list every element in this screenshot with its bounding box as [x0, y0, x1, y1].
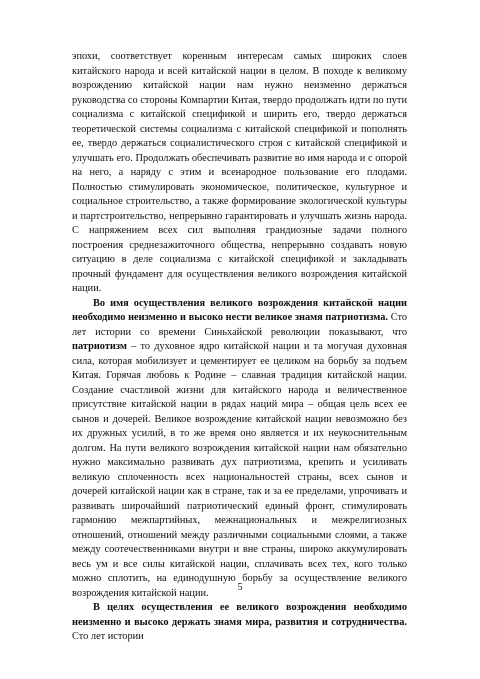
- paragraph-3-heading: В целях осуществления ее великого возрождения необходимо неизменно и высоко держать знамя мира, развития и сотрудничества.: [72, 602, 407, 628]
- paragraph-1: эпохи, соответствует коренным интересам самых широких слоев китайского народа и всей китайской нации в целом. В походе к великому возрождению китайской нации нам нужно неизменно держаться руководства со стороны Компартии Китая, твердо продолжать идти по пути социализма с китайской спецификой и ширить его, твердо держаться теоретической системы социализма с китайской спецификой и пополнять ее, твердо держаться социалистического строя с китайской спецификой и улучшать его. Продолжать обеспечивать развитие во имя народа и с опорой на него, а наряду с этим и всенародное пользование его плодами. Полностью стимулировать экономическое, политическое, культурное и социальное строительство, а также формирование экологической культуры и партстроительство, непрерывно гарантировать и улучшать жизнь народа. С напряжением всех сил выполняя грандиозные задачи полного построения среднезажиточного общества, непрерывно создавать новую ситуацию в деле социализма с китайской спецификой и закладывать прочный фундамент для осуществления великого возрождения китайской нации.: [72, 51, 407, 294]
- paragraph-3: [72, 601, 407, 645]
- paragraph-2-text-a: Сто лет истории со времени Синьхайской революции показывают, что: [72, 312, 408, 338]
- page-number: 5: [237, 582, 243, 593]
- paragraph-2-heading: Во имя осуществления великого возрождения китайской нации необходимо неизменно и высоко нести великое знамя патриотизма.: [72, 297, 407, 323]
- paragraph-3-text: Сто лет истории: [72, 631, 144, 642]
- paragraph-2: [72, 297, 407, 602]
- document-page: [72, 50, 407, 645]
- paragraph-2-emphasis: патриотизм: [72, 341, 127, 352]
- paragraph-2-text-b: – то духовное ядро китайской нации и та могучая духовная сила, которая мобилизует и цементирует ее целиком на борьбу за подъем Китая. Горячая любовь к Родине – славная традиция китайской нации. Создание счастливой жизни для китайского народа и величественное присутствие китайской нации в рядах наций мира – общая цель всех ее сынов и дочерей. Великое возрождение китайской нации невозможно без их дружных усилий, в то же время оно является и их неукоснительным долгом. На пути великого возрождения китайской нации нам обязательно нужно максимально развивать дух патриотизма, крепить и усиливать великую сплоченность всех национальностей страны, всех сынов и дочерей китайской нации как в стране, так и за ее пределами, упрочивать и развивать широчайший патриотический единый фронт, стимулировать гармонию межпартийных, межнациональных и межрелигиозных отношений, отношений между различными социальными слоями, а также между соотечественниками внутри и вне страны, широко аккумулировать весь ум и все силы китайской нации, сплачивать всех тех, кого только можно сплотить, на единодушную борьбу за осуществление великого возрождения китайской нации.: [72, 341, 407, 599]
